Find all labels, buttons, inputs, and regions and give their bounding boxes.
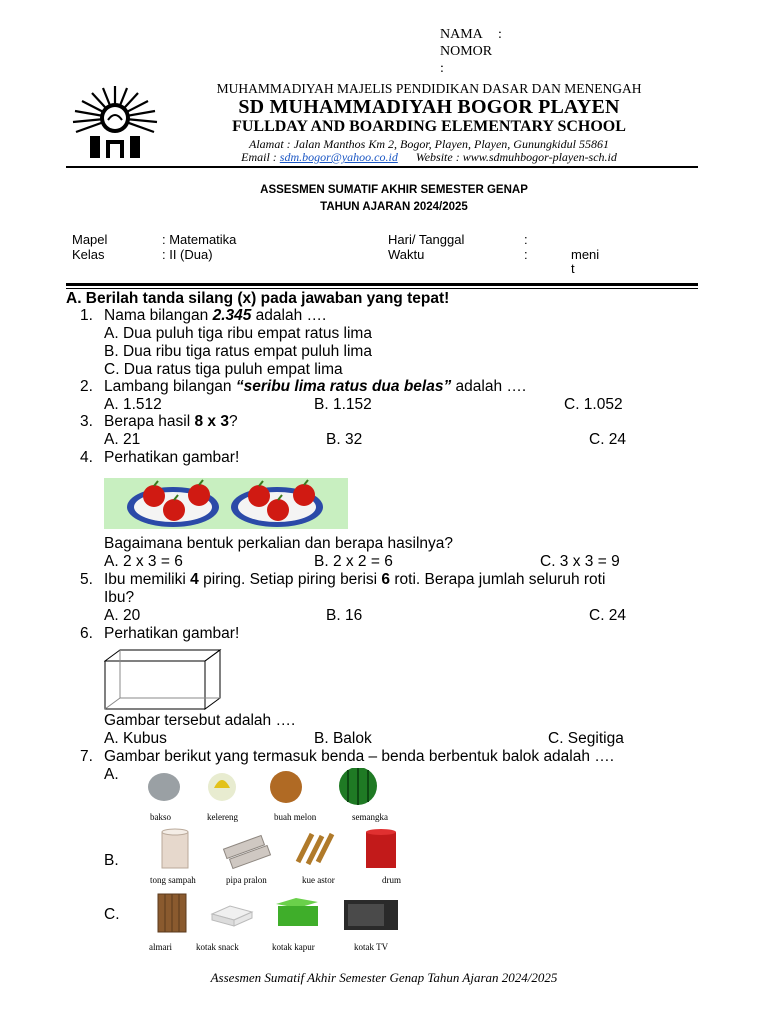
q4-number: 4. — [80, 449, 93, 466]
q6-option-a[interactable]: A. Kubus — [104, 730, 167, 747]
exam-year: TAHUN AJARAN 2024/2025 — [320, 201, 468, 213]
q6-text: Perhatikan gambar! — [104, 625, 240, 642]
waktu-label: Waktu — [388, 247, 425, 262]
caption-c-1: almari — [149, 942, 172, 952]
box-objects-icon — [140, 890, 410, 936]
school-contact — [0, 150, 768, 165]
q5-mid: piring. Setiap piring berisi — [198, 571, 382, 588]
menit-text-1: meni — [571, 247, 600, 262]
q5-number: 5. — [80, 571, 93, 588]
q2-post: adalah …. — [451, 378, 527, 395]
q5-post: roti. Berapa jumlah seluruh roti — [390, 571, 606, 588]
caption-c-3: kotak kapur — [272, 942, 315, 952]
q2-pre: Lambang bilangan — [104, 378, 236, 395]
caption-a-3: buah melon — [274, 812, 317, 822]
q7-option-b[interactable]: B. — [104, 852, 119, 869]
q2-number: 2. — [80, 378, 93, 395]
q1-option-b[interactable]: B. Dua ribu tiga ratus empat puluh lima — [104, 343, 372, 360]
q1-post: adalah …. — [251, 307, 327, 324]
q2-option-c[interactable]: C. 1.052 — [564, 396, 623, 413]
student-info — [440, 26, 502, 77]
kelas-value: : II (Dua) — [162, 247, 213, 262]
meta-rule-thick — [66, 283, 698, 286]
email-link[interactable]: sdm.bogor@yahoo.co.id — [279, 150, 398, 164]
hari-label: Hari/ Tanggal — [388, 232, 465, 247]
school-address: Alamat : Jalan Manthos Km 2, Bogor, Playen, Playen, Gunungkidul 55861 — [249, 137, 609, 151]
q2-option-b[interactable]: B. 1.152 — [314, 396, 372, 413]
q3-bold: 8 x 3 — [194, 413, 229, 430]
q6-question: Gambar tersebut adalah …. — [104, 712, 296, 729]
apple-plates-icon — [104, 478, 348, 529]
q1-pre: Nama bilangan — [104, 307, 213, 324]
q3-post: ? — [228, 413, 238, 430]
q4-text: Perhatikan gambar! — [104, 449, 240, 466]
q3-text — [104, 413, 238, 431]
page-footer: Assesmen Sumatif Akhir Semester Genap Tahun Ajaran 2024/2025 — [210, 970, 558, 985]
q6-option-c[interactable]: C. Segitiga — [548, 730, 624, 747]
q5-pre: Ibu memiliki — [104, 571, 191, 588]
q1-option-a[interactable]: A. Dua puluh tiga ribu empat ratus lima — [104, 325, 372, 342]
q3-number: 3. — [80, 413, 93, 430]
q6-option-b[interactable]: B. Balok — [314, 730, 372, 747]
q4-option-c[interactable]: C. 3 x 3 = 9 — [540, 553, 620, 570]
name-label: NAMA — [440, 27, 483, 42]
q5-option-a[interactable]: A. 20 — [104, 607, 141, 624]
q4-option-b[interactable]: B. 2 x 2 = 6 — [314, 553, 393, 570]
q7-text: Gambar berikut yang termasuk benda – benda berbentuk balok adalah …. — [104, 748, 615, 765]
apples-on-plates-image — [104, 478, 348, 529]
caption-b-1: tong sampah — [150, 875, 196, 885]
school-subtitle: FULLDAY AND BOARDING ELEMENTARY SCHOOL — [232, 118, 626, 135]
cuboid-icon — [104, 649, 222, 711]
caption-c-4: kotak TV — [354, 942, 389, 952]
school-org-line: MUHAMMADIYAH MAJELIS PENDIDIKAN DASAR DAN MENENGAH — [216, 81, 642, 96]
q4-option-a[interactable]: A. 2 x 3 = 6 — [104, 553, 183, 570]
q3-option-b[interactable]: B. 32 — [326, 431, 363, 448]
q7-option-a[interactable]: A. — [104, 766, 119, 783]
name-colon: : — [498, 27, 502, 42]
mapel-value: : Matematika — [162, 232, 237, 247]
kelas-label: Kelas — [72, 247, 105, 262]
email-label: Email : — [241, 150, 280, 164]
caption-c-2: kotak snack — [196, 942, 239, 952]
q7-option-c[interactable]: C. — [104, 906, 120, 923]
nomor-label: NOMOR : — [440, 44, 493, 76]
cylinder-objects-icon — [140, 828, 410, 872]
caption-b-4: drum — [382, 875, 401, 885]
q2-option-a[interactable]: A. 1.512 — [104, 396, 162, 413]
q1-text — [104, 307, 326, 325]
school-name: SD MUHAMMADIYAH BOGOR PLAYEN — [238, 96, 620, 118]
q3-option-a[interactable]: A. 21 — [104, 431, 141, 448]
caption-b-2: pipa pralon — [226, 875, 267, 885]
website-text: Website : www.sdmuhbogor-playen-sch.id — [415, 150, 617, 164]
q5-option-c[interactable]: C. 24 — [589, 607, 627, 624]
q5-bold-2: 6 — [381, 571, 391, 588]
q1-number: 1. — [80, 307, 93, 324]
round-objects-icon — [140, 768, 410, 810]
section-a-heading: A. Berilah tanda silang (x) pada jawaban yang tepat! — [66, 290, 450, 307]
q6-number: 6. — [80, 625, 93, 642]
waktu-colon: : — [524, 247, 528, 262]
header-rule — [66, 166, 698, 168]
q2-bold: “seribu lima ratus dua belas” — [235, 378, 452, 395]
hari-colon: : — [524, 232, 528, 247]
q3-pre: Berapa hasil — [104, 413, 195, 430]
q5-option-b[interactable]: B. 16 — [326, 607, 363, 624]
q5-text — [104, 571, 605, 589]
caption-b-3: kue astor — [302, 875, 335, 885]
meta-rule-thin — [66, 288, 698, 289]
menit-text-2: t — [571, 261, 575, 276]
q4-question: Bagaimana bentuk perkalian dan berapa hasilnya? — [104, 535, 453, 552]
exam-title: ASSESMEN SUMATIF AKHIR SEMESTER GENAP — [260, 184, 528, 196]
q2-text — [104, 378, 526, 396]
q1-bold: 2.345 — [212, 307, 252, 324]
caption-a-1: bakso — [150, 812, 171, 822]
q7-number: 7. — [80, 748, 93, 765]
caption-a-4: semangka — [352, 812, 388, 822]
q5-bold-1: 4 — [190, 571, 199, 588]
mapel-label: Mapel — [72, 232, 108, 247]
q1-option-c[interactable]: C. Dua ratus tiga puluh empat lima — [104, 361, 343, 378]
q3-option-c[interactable]: C. 24 — [589, 431, 627, 448]
q5-text-line2: Ibu? — [104, 589, 135, 606]
caption-a-2: kelereng — [207, 812, 238, 822]
